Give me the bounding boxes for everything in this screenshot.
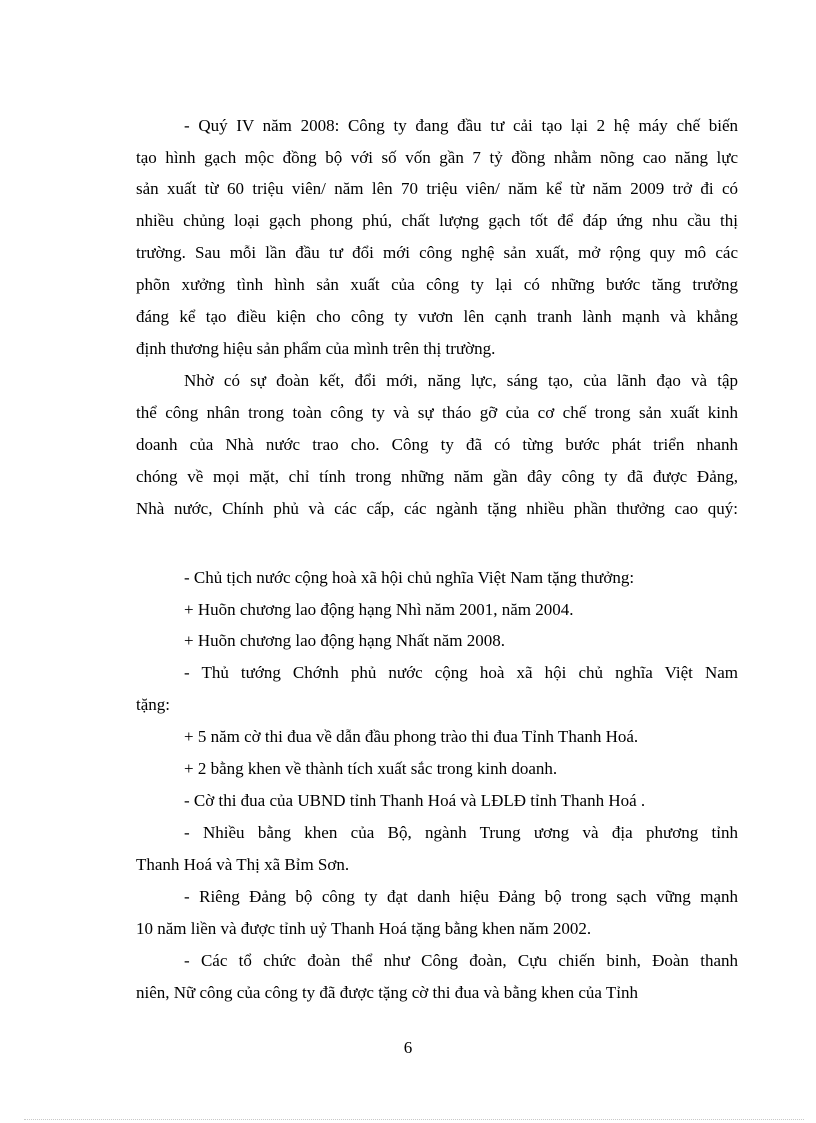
text-line: - Nhiều bằng khen của Bộ, ngành Trung ương và địa phương tỉnh <box>184 823 738 842</box>
text-line: tạo hình gạch mộc đồng bộ với số vốn gần 7 tỷ đồng nhằm nõng cao năng lực <box>136 148 738 167</box>
text-line: + 2 bằng khen về thành tích xuất sắc trong kinh doanh. <box>184 759 558 778</box>
text-line: - Các tổ chức đoàn thể như Công đoàn, Cựu chiến binh, Đoàn thanh <box>184 951 738 970</box>
text-line: Thanh Hoá và Thị xã Bỉm Sơn. <box>136 855 350 874</box>
text-line: - Thủ tướng Chớnh phủ nước cộng hoà xã hội chủ nghĩa Việt Nam <box>184 663 738 682</box>
text-line: thể công nhân trong toàn công ty và sự tháo gỡ của cơ chế trong sản xuất kinh <box>136 403 738 422</box>
text-line: sản xuất từ 60 triệu viên/ năm lên 70 triệu viên/ năm kể từ năm 2009 trở đi có <box>136 179 738 198</box>
text-line: phõn xưởng tình hình sản xuất của công ty lại có những bước tăng trưởng <box>136 275 738 294</box>
text-line: + Huõn chương lao động hạng Nhất năm 2008. <box>184 631 505 650</box>
text-line: chóng về mọi mặt, chỉ tính trong những năm gần đây công ty đã được Đảng, <box>136 467 738 486</box>
text-line: định thương hiệu sản phẩm của mình trên thị trường. <box>136 339 496 358</box>
text-line: - Chủ tịch nước cộng hoà xã hội chủ nghĩa Việt Nam tặng thưởng: <box>184 568 635 587</box>
text-line: Nhà nước, Chính phủ và các cấp, các ngành tặng nhiều phần thưởng cao quý: <box>136 499 738 518</box>
page-bottom-border <box>24 1119 804 1120</box>
text-line: nhiều chủng loại gạch phong phú, chất lượng gạch tốt để đáp ứng nhu cầu thị <box>136 211 738 230</box>
page-number: 6 <box>403 1038 413 1057</box>
text-line: doanh của Nhà nước trao cho. Công ty đã có từng bước phát triển nhanh <box>136 435 738 454</box>
text-line: niên, Nữ công của công ty đã được tặng cờ thi đua và bằng khen của Tỉnh <box>136 983 639 1002</box>
text-line: + 5 năm cờ thi đua về dẫn đầu phong trào thi đua Tỉnh Thanh Hoá. <box>184 727 639 746</box>
text-line: trường. Sau mỗi lần đầu tư đổi mới công nghệ sản xuất, mở rộng quy mô các <box>136 243 738 262</box>
text-line: Nhờ có sự đoàn kết, đổi mới, năng lực, sáng tạo, của lãnh đạo và tập <box>184 371 738 390</box>
text-line: + Huõn chương lao động hạng Nhì năm 2001, năm 2004. <box>184 600 574 619</box>
text-line: - Cờ thi đua của UBND tỉnh Thanh Hoá và LĐLĐ tỉnh Thanh Hoá . <box>184 791 646 810</box>
text-line: đáng kể tạo điều kiện cho công ty vươn lên cạnh tranh lành mạnh và khẳng <box>136 307 738 326</box>
text-line: 10 năm liền và được tỉnh uỷ Thanh Hoá tặng bằng khen năm 2002. <box>136 919 592 938</box>
text-line: - Quý IV năm 2008: Công ty đang đầu tư cải tạo lại 2 hệ máy chế biến <box>184 116 738 135</box>
text-line: - Riêng Đảng bộ công ty đạt danh hiệu Đảng bộ trong sạch vững mạnh <box>184 887 738 906</box>
text-line: tặng: <box>136 695 170 714</box>
